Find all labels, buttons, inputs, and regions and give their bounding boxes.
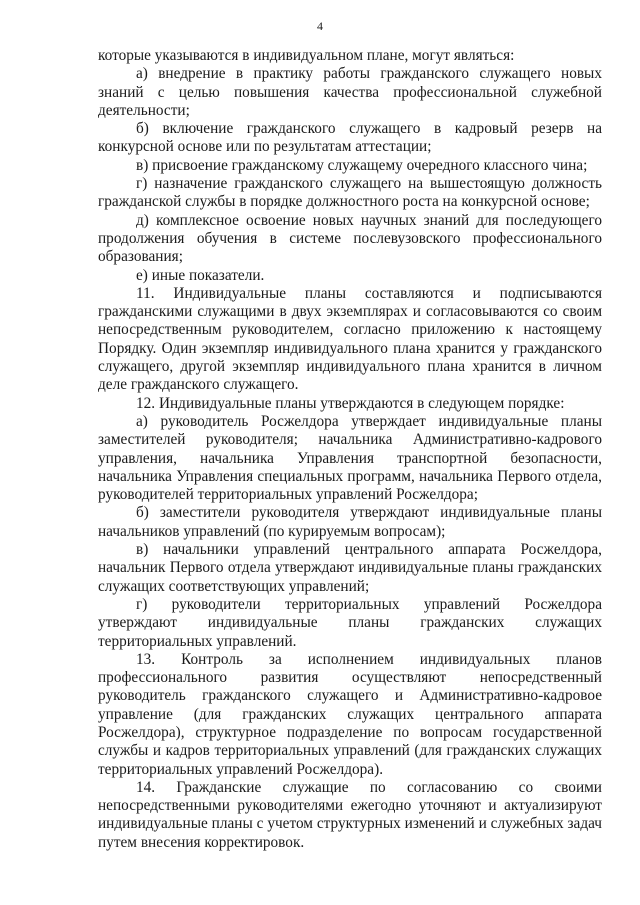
paragraph-item-v: в) присвоение гражданскому служащему очередного классного чина; [136,156,588,174]
paragraph-clause-12-g: г) руководители территориальных управлений Росжелдора утверждают индивидуальные планы гражданских служащих территориальных управлений. [98,595,602,650]
paragraph-item-d: д) комплексное освоение новых научных знаний для последующего продолжения обучения в системе послевузовского профессионального образования; [98,211,602,266]
paragraph-clause-12-v: в) начальники управлений центрального аппарата Росжелдора, начальник Первого отдела утверждают индивидуальные планы гражданских служащих соответствующих управлений; [98,541,602,595]
paragraph-intro: которые указываются в индивидуальном плане, могут являться: [98,47,515,64]
paragraph-clause-14: 14. Гражданские служащие по согласованию со своими непосредственными руководителями ежегодно уточняют и актуализируют индивидуальные планы с учетом структурных изменений и служебных задач путем внесения корректировок. [98,778,602,851]
paragraph-item-g: г) назначение гражданского служащего на вышестоящую должность гражданской службы в порядке должностного роста на конкурсной основе; [98,175,602,211]
paragraph-clause-12: 12. Индивидуальные планы утверждаются в следующем порядке: [136,394,565,412]
paragraph-item-a: а) внедрение в практику работы гражданского служащего новых знаний с целью повышения качества профессиональной служебной деятельности; [98,65,602,119]
page-number: 4 [317,19,323,33]
paragraph-clause-12-a: а) руководитель Росжелдора утверждает индивидуальные планы заместителей руководителя; начальника Административно-кадрового управления, начальника Управления транспортной безопасности, начальника Управления специальных программ, начальника Первого отдела, руководителей территориальных управлений Росжелдора; [98,412,602,504]
paragraph-clause-11: 11. Индивидуальные планы составляются и подписываются гражданскими служащими в двух экземплярах и согласовываются со своим непосредственным руководителем, согласно приложению к настоящему Порядку. Один экземпляр индивидуального плана хранится у гражданского служащего, другой экземпляр индивидуального плана хранится в личном деле гражданского служащего. [98,284,602,394]
paragraph-clause-12-b: б) заместители руководителя утверждают индивидуальные планы начальников управлений (по курируемым вопросам); [98,504,602,540]
paragraph-item-e: е) иные показатели. [136,266,265,284]
paragraph-clause-13: 13. Контроль за исполнением индивидуальных планов профессионального развития осуществляют непосредственный руководитель гражданского служащего и Административно-кадровое управление (для гражданских служащих центрального аппарата Росжелдора), структурное подразделение по вопросам государственной службы и кадров территориальных управлений (для гражданских служащих территориальных управлений Росжелдора). [98,650,602,778]
document-body [98,47,602,852]
paragraph-item-b: б) включение гражданского служащего в кадровый резерв на конкурсной основе или по результатам аттестации; [98,120,602,156]
